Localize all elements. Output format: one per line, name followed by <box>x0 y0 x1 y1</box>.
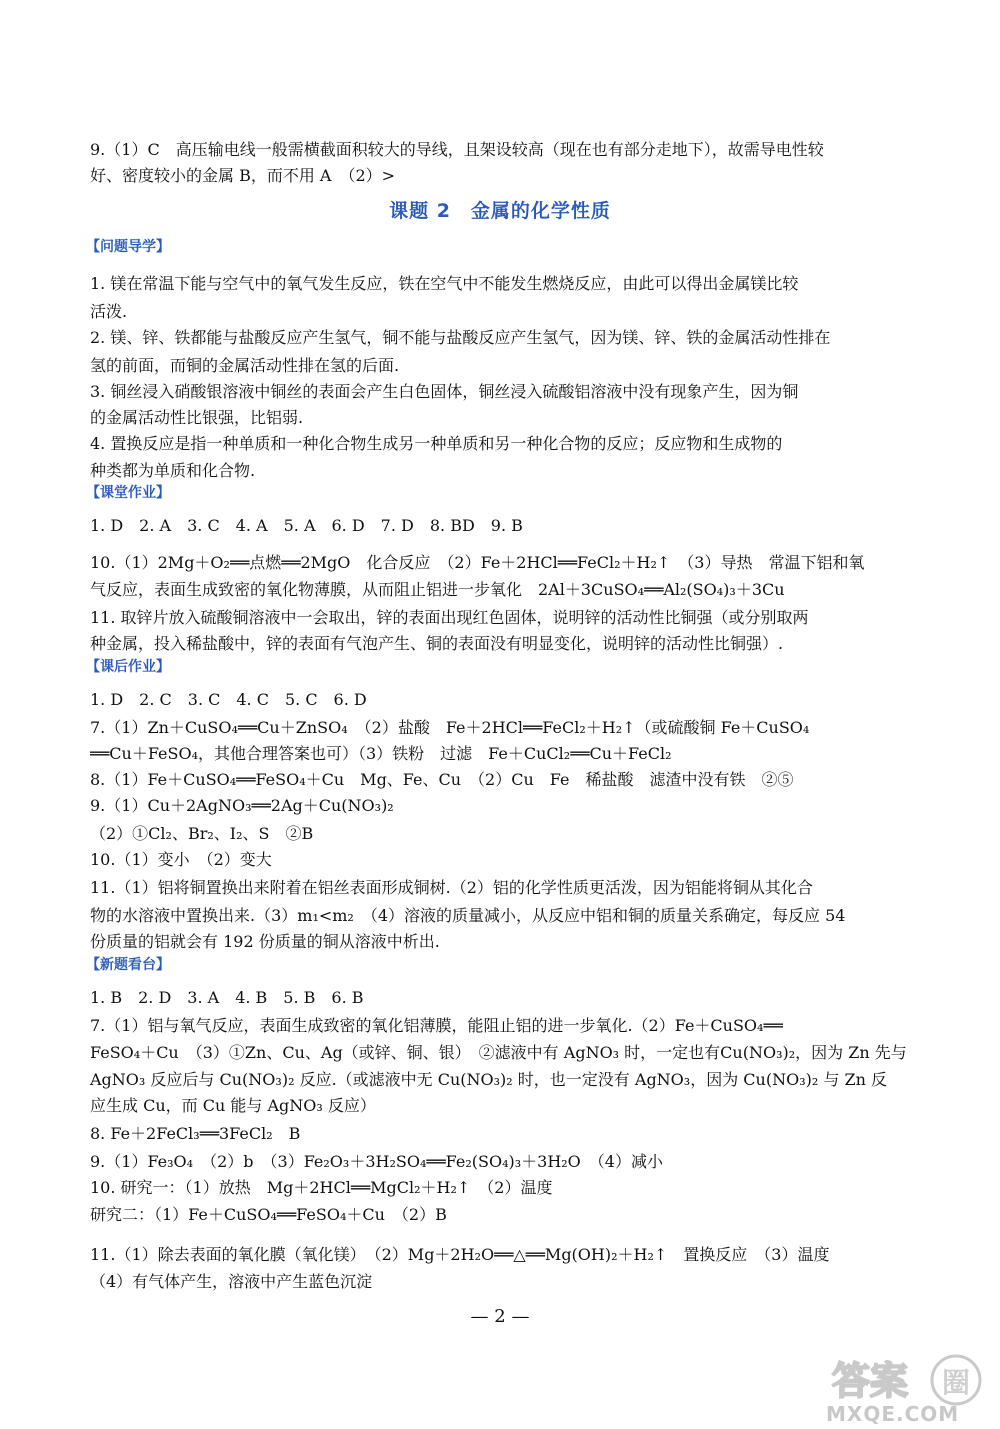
answer-line: 1. B 2. D 3. A 4. B 5. B 6. B <box>90 988 364 1007</box>
answer-line: 好、密度较小的金属 B，而不用 A （2）> <box>90 166 396 185</box>
svg-text:圈: 圈 <box>942 1366 971 1399</box>
answer-line: 11. 取锌片放入硫酸铜溶液中一会取出，锌的表面出现红色固体，说明锌的活动性比铜强（或分别取两 <box>90 608 809 627</box>
answer-line: 8. Fe＋2FeCl₃══3FeCl₂ B <box>90 1124 301 1143</box>
answer-line: 份质量的铝就会有 192 份质量的铜从溶液中析出. <box>90 932 440 951</box>
answer-line: 物的水溶液中置换出来.（3）m₁<m₂ （4）溶液的质量减小，从反应中铝和铜的质量关系确定，每反应 54 <box>90 906 846 925</box>
section-label-guided-study: 【问题导学】 <box>86 239 170 255</box>
answer-line: 种类都为单质和化合物. <box>90 461 256 480</box>
svg-text:答案: 答案 <box>832 1359 909 1403</box>
answer-line: ══Cu＋FeSO₄，其他合理答案也可）（3）铁粉 过滤 Fe＋CuCl₂══Cu＋FeCl₂ <box>90 744 672 763</box>
answer-line: 1. 镁在常温下能与空气中的氧气发生反应，铁在空气中不能发生燃烧反应，由此可以得出金属镁比较 <box>90 274 799 293</box>
answer-line: （2）①Cl₂、Br₂、I₂、S ②B <box>90 824 314 843</box>
answer-line: 10. 研究一：（1）放热 Mg＋2HCl══MgCl₂＋H₂↑ （2）温度 <box>90 1178 553 1197</box>
answer-line: 4. 置换反应是指一种单质和一种化合物生成另一种单质和另一种化合物的反应；反应物和生成物的 <box>90 434 783 453</box>
section-label-new-questions: 【新题看台】 <box>86 957 170 973</box>
answer-line: AgNO₃ 反应后与 Cu(NO₃)₂ 反应.（或滤液中无 Cu(NO₃)₂ 时，也一定没有 AgNO₃，因为 Cu(NO₃)₂ 与 Zn 反 <box>90 1070 887 1089</box>
answer-line: 氢的前面，而铜的金属活动性排在氢的后面. <box>90 356 400 375</box>
answer-line: 8.（1）Fe＋CuSO₄══FeSO₄＋Cu Mg、Fe、Cu （2）Cu Fe 稀盐酸 滤渣中没有铁 ②⑤ <box>90 770 794 789</box>
answer-line: 气反应，表面生成致密的氧化物薄膜，从而阻止铝进一步氧化 2Al＋3CuSO₄══Al₂(SO₄)₃＋3Cu <box>90 580 785 599</box>
answer-line: 研究二：（1）Fe＋CuSO₄══FeSO₄＋Cu （2）B <box>90 1205 447 1224</box>
page-number: — 2 — <box>470 1306 530 1327</box>
answer-line: 9.（1）Cu＋2AgNO₃══2Ag＋Cu(NO₃)₂ <box>90 796 394 815</box>
section-label-class-work: 【课堂作业】 <box>86 485 170 501</box>
answer-line: 应生成 Cu，而 Cu 能与 AgNO₃ 反应） <box>90 1096 376 1115</box>
answer-line: 1. D 2. A 3. C 4. A 5. A 6. D 7. D 8. BD 9. B <box>90 516 523 535</box>
answer-line: 10.（1）变小 （2）变大 <box>90 850 272 869</box>
answer-line: 10.（1）2Mg＋O₂══点燃══2MgO 化合反应 （2）Fe＋2HCl══FeCl₂＋H₂↑ （3）导热 常温下铝和氧 <box>90 553 865 572</box>
answer-line: （4）有气体产生，溶液中产生蓝色沉淀 <box>90 1272 373 1291</box>
answer-line: 1. D 2. C 3. C 4. C 5. C 6. D <box>90 690 367 709</box>
answer-line: 活泼. <box>90 302 128 321</box>
answer-line: 9.（1）Fe₃O₄ （2）b （3）Fe₂O₃＋3H₂SO₄══Fe₂(SO₄)₃＋3H₂O （4）减小 <box>90 1152 663 1171</box>
answer-line: 11.（1）除去表面的氧化膜（氧化镁） （2）Mg＋2H₂O══△══Mg(OH)₂＋H₂↑ 置换反应 （3）温度 <box>90 1245 830 1264</box>
answer-line: 的金属活动性比银强，比铝弱. <box>90 408 304 427</box>
lesson-title: 课题 2 金属的化学性质 <box>389 200 611 222</box>
answer-line: 2. 镁、锌、铁都能与盐酸反应产生氢气，铜不能与盐酸反应产生氢气，因为镁、锌、铁的金属活动性排在 <box>90 328 831 347</box>
answer-line: 11.（1）铝将铜置换出来附着在铝丝表面形成铜树.（2）铝的化学性质更活泼，因为铝能将铜从其化合 <box>90 878 813 897</box>
answer-line: 种金属，投入稀盐酸中，锌的表面有气泡产生、铜的表面没有明显变化，说明锌的活动性比铜强）. <box>90 634 784 653</box>
answer-line: 9.（1）C 高压输电线一般需横截面积较大的导线，且架设较高（现在也有部分走地下），故需导电性较 <box>90 140 824 159</box>
watermark-text: MXQE.COM <box>826 1402 960 1426</box>
section-label-homework: 【课后作业】 <box>86 659 170 675</box>
answer-line: 3. 铜丝浸入硝酸银溶液中铜丝的表面会产生白色固体，铜丝浸入硫酸铝溶液中没有现象产生，因为铜 <box>90 382 799 401</box>
answer-line: FeSO₄＋Cu （3）①Zn、Cu、Ag（或锌、铜、银） ②滤液中有 AgNO₃ 时，一定也有Cu(NO₃)₂，因为 Zn 先与 <box>90 1043 907 1062</box>
answer-line: 7.（1）Zn＋CuSO₄══Cu＋ZnSO₄ （2）盐酸 Fe＋2HCl══FeCl₂＋H₂↑（或硫酸铜 Fe＋CuSO₄ <box>90 718 810 737</box>
answer-line: 7.（1）铝与氧气反应，表面生成致密的氧化铝薄膜，能阻止铝的进一步氧化.（2）Fe＋CuSO₄══ <box>90 1016 783 1035</box>
